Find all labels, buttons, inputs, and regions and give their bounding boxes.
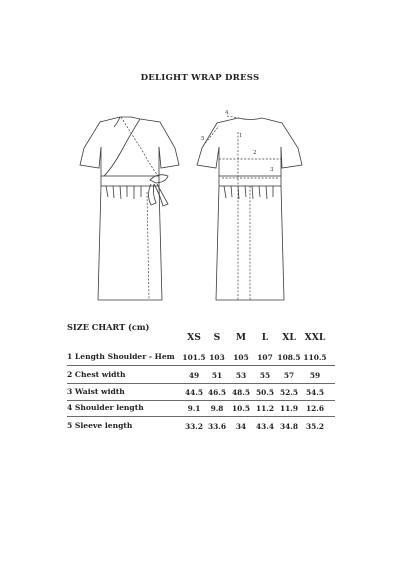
- table-cell: 110.5: [303, 353, 327, 362]
- size-header-m: M: [235, 332, 247, 343]
- table-cell: 59: [309, 371, 321, 380]
- marker-2: 2: [253, 150, 257, 156]
- row-divider: [67, 416, 335, 417]
- size-header-xs: XS: [187, 332, 201, 343]
- table-cell: 34.8: [279, 422, 298, 431]
- marker-4: 4: [225, 110, 229, 116]
- table-cell: 9.1: [187, 404, 201, 413]
- size-chart-title: SIZE CHART (cm): [67, 322, 150, 332]
- marker-3: 3: [270, 167, 274, 173]
- row-label-sleeve: 5 Sleeve length: [67, 421, 133, 430]
- row-label-length: 1 Length Shoulder - Hem: [67, 352, 175, 361]
- table-cell: 53: [235, 371, 247, 380]
- table-cell: 101.5: [182, 353, 206, 362]
- table-cell: 51: [211, 371, 223, 380]
- page-title: DELIGHT WRAP DRESS: [140, 73, 260, 83]
- table-cell: 33.6: [207, 422, 226, 431]
- table-cell: 10.5: [231, 404, 250, 413]
- table-cell: 55: [259, 371, 271, 380]
- table-cell: 33.2: [184, 422, 203, 431]
- table-cell: 103: [209, 353, 225, 362]
- table-cell: 35.2: [305, 422, 324, 431]
- table-cell: 11.9: [279, 404, 298, 413]
- table-cell: 44.5: [184, 388, 203, 397]
- table-cell: 57: [283, 371, 295, 380]
- table-cell: 46.5: [207, 388, 226, 397]
- back-view-sketch: [197, 110, 302, 300]
- front-view-sketch: [80, 117, 179, 300]
- table-cell: 108.5: [277, 353, 301, 362]
- size-header-xxl: XXL: [304, 332, 326, 343]
- size-header-xl: XL: [282, 332, 296, 343]
- table-cell: 48.5: [231, 388, 250, 397]
- table-cell: 11.2: [255, 404, 274, 413]
- table-cell: 43.4: [255, 422, 274, 431]
- row-label-waist: 3 Waist width: [67, 387, 125, 396]
- row-divider: [67, 365, 335, 366]
- size-header-l: L: [261, 332, 269, 343]
- marker-1: 1: [239, 133, 243, 139]
- table-cell: 34: [235, 422, 247, 431]
- row-divider: [67, 400, 335, 401]
- row-label-shoulder: 4 Shoulder length: [67, 403, 144, 412]
- table-cell: 50.5: [255, 388, 274, 397]
- table-cell: 9.8: [210, 404, 224, 413]
- table-cell: 54.5: [305, 388, 324, 397]
- size-header-s: S: [213, 332, 221, 343]
- row-divider: [67, 383, 335, 384]
- table-cell: 52.5: [279, 388, 298, 397]
- table-cell: 105: [233, 353, 249, 362]
- table-cell: 107: [257, 353, 273, 362]
- marker-5: 5: [201, 136, 205, 142]
- row-label-chest: 2 Chest width: [67, 370, 126, 379]
- table-cell: 49: [188, 371, 200, 380]
- table-cell: 12.6: [305, 404, 324, 413]
